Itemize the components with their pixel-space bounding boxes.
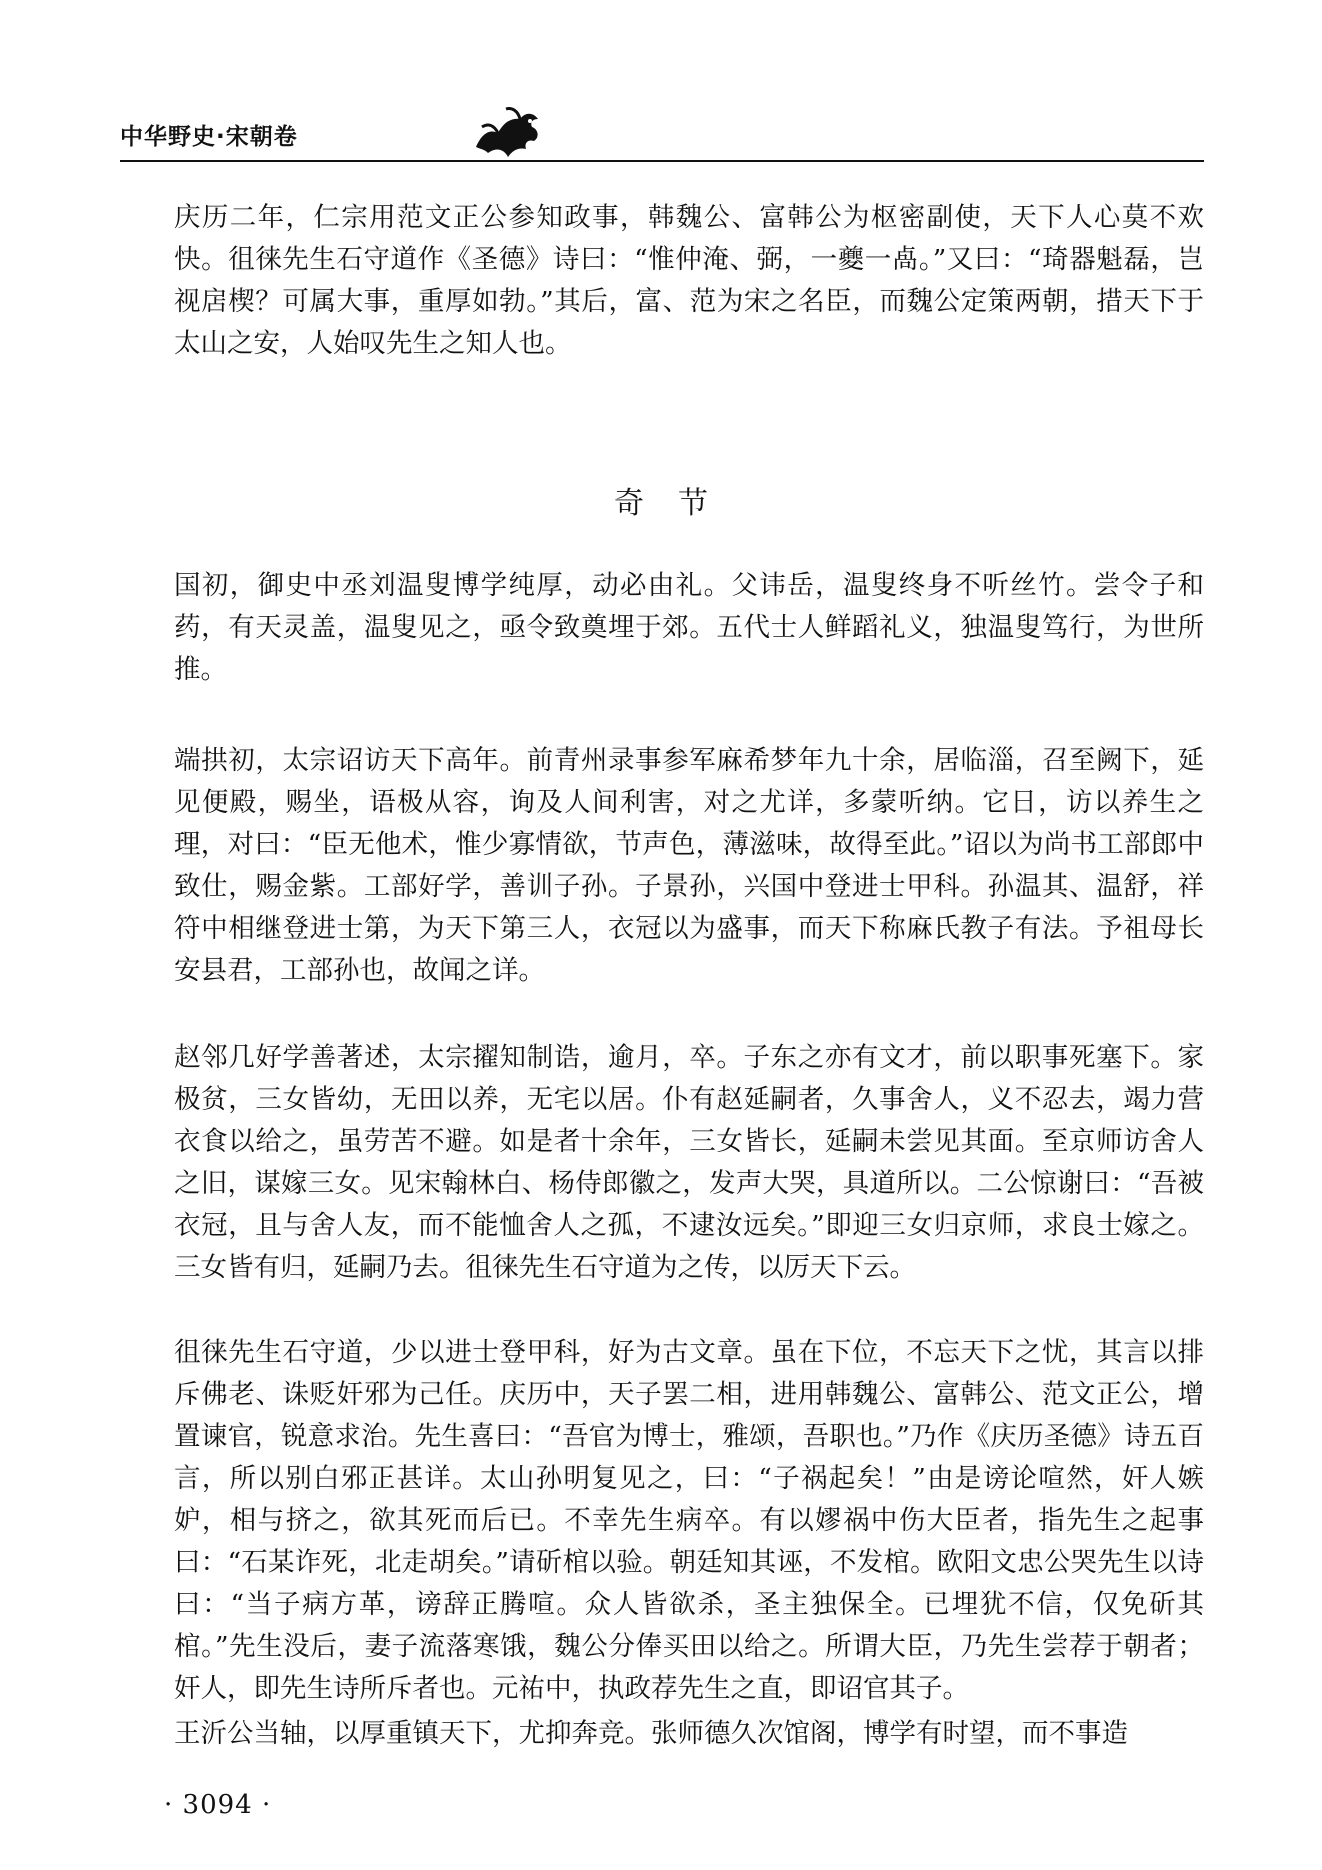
page-number: · 3094 ·	[164, 1790, 272, 1820]
section-title: 奇节	[614, 486, 742, 521]
running-head: 中华野史·宋朝卷	[120, 124, 298, 150]
section-paragraph-1: 国初，御史中丞刘温叟博学纯厚，动必由礼。父讳岳，温叟终身不听丝竹。尝令子和药，有天灵盖，温叟见之，亟令致奠埋于郊。五代士人鲜蹈礼义，独温叟笃行，为世所推。	[174, 570, 1204, 685]
section-paragraph-5: 王沂公当轴，以厚重镇天下，尤抑奔竞。张师德久次馆阁，博学有时望，而不事造	[174, 1718, 1128, 1749]
section-paragraph-3: 赵邻几好学善著述，太宗擢知制诰，逾月，卒。子东之亦有文才，前以职事死塞下。家极贫，三女皆幼，无田以养，无宅以居。仆有赵延嗣者，久事舍人，义不忍去，竭力营衣食以给之，虽劳苦不避。如是者十余年，三女皆长，延嗣未尝见其面。至京师访舍人之旧，谋嫁三女。见宋翰林白、杨侍郎徽之，发声大哭，具道所以。二公惊谢曰：“吾被衣冠，且与舍人友，而不能恤舍人之孤，不逮汝远矣。”即迎三女归京师，求良士嫁之。三女皆有归，延嗣乃去。徂徕先生石守道为之传，以厉天下云。	[174, 1042, 1204, 1283]
header-rule	[120, 160, 1204, 162]
section-paragraph-2: 端拱初，太宗诏访天下高年。前青州录事参军麻希梦年九十余，居临淄，召至阙下，延见便殿，赐坐，语极从容，询及人间利害，对之尤详，多蒙听纳。它日，访以养生之理，对曰：“臣无他术，惟少寡情欲，节声色，薄滋味，故得至此。”诏以为尚书工部郎中致仕，赐金紫。工部好学，善训子孙。子景孙，兴国中登进士甲科。孙温其、温舒，祥符中相继登进士第，为天下第三人，衣冠以为盛事，而天下称麻氏教子有法。予祖母长安县君，工部孙也，故闻之详。	[174, 745, 1204, 986]
section-paragraph-4: 徂徕先生石守道，少以进士登甲科，好为古文章。虽在下位，不忘天下之忧，其言以排斥佛老、诛贬奸邪为己任。庆历中，天子罢二相，进用韩魏公、富韩公、范文正公，增置谏官，锐意求治。先生喜曰：“吾官为博士，雅颂，吾职也。”乃作《庆历圣德》诗五百言，所以别白邪正甚详。太山孙明复见之，曰：“子祸起矣！”由是谤论喧然，奸人嫉妒，相与挤之，欲其死而后已。不幸先生病卒。有以嫪祸中伤大臣者，指先生之起事曰：“石某诈死，北走胡矣。”请斫棺以验。朝廷知其诬，不发棺。欧阳文忠公哭先生以诗曰：“当子病方革，谤辞正腾喧。众人皆欲杀，圣主独保全。已埋犹不信，仅免斫其棺。”先生没后，妻子流落寒饿，魏公分俸买田以给之。所谓大臣，乃先生尝荐于朝者；奸人，即先生诗所斥者也。元祐中，执政荐先生之直，即诏官其子。	[174, 1337, 1204, 1704]
dragon-emblem-icon	[468, 103, 546, 163]
intro-paragraph: 庆历二年，仁宗用范文正公参知政事，韩魏公、富韩公为枢密副使，天下人心莫不欢快。徂徕先生石守道作《圣德》诗曰：“惟仲淹、弼，一夔一卨。”又曰：“琦器魁磊，岂视扂楔？可属大事，重厚如勃。”其后，富、范为宋之名臣，而魏公定策两朝，措天下于太山之安，人始叹先生之知人也。	[174, 202, 1204, 359]
